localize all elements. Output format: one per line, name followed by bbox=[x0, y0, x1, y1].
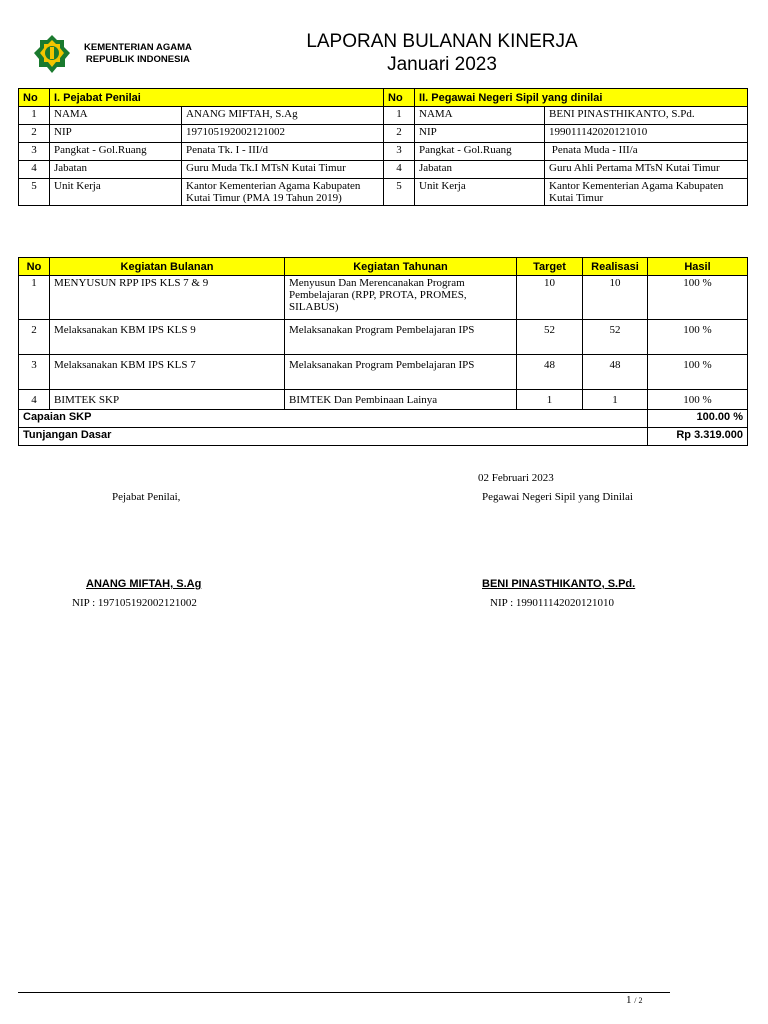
col-kegiatan-bulanan: Kegiatan Bulanan bbox=[50, 258, 285, 276]
activity-row bbox=[19, 355, 748, 390]
col-no-left: No bbox=[19, 89, 50, 107]
row-label: Pangkat - Gol.Ruang bbox=[50, 143, 182, 161]
left-value: ANANG MIFTAH, S.Ag bbox=[182, 107, 384, 125]
row-no: 1 bbox=[19, 107, 50, 125]
row-label: Unit Kerja bbox=[415, 179, 545, 206]
capaian-row bbox=[19, 410, 748, 428]
activity-row bbox=[19, 276, 748, 320]
activity-realization: 10 bbox=[583, 276, 648, 320]
activity-result: 100 % bbox=[648, 320, 748, 355]
row-label: NIP bbox=[50, 125, 182, 143]
activity-target: 1 bbox=[517, 390, 583, 410]
tunjangan-value: Rp 3.319.000 bbox=[648, 428, 748, 446]
row-no: 3 bbox=[19, 143, 50, 161]
activity-yearly: Melaksanakan Program Pembelajaran IPS bbox=[285, 320, 517, 355]
row-no: 5 bbox=[19, 179, 50, 206]
activity-monthly: MENYUSUN RPP IPS KLS 7 & 9 bbox=[50, 276, 285, 320]
row-no: 4 bbox=[19, 161, 50, 179]
row-label: Jabatan bbox=[415, 161, 545, 179]
right-signer-nip: NIP : 199011142020121010 bbox=[490, 597, 615, 609]
activity-realization: 48 bbox=[583, 355, 648, 390]
row-no: 2 bbox=[19, 125, 50, 143]
row-no: 4 bbox=[384, 161, 415, 179]
activity-target: 10 bbox=[517, 276, 583, 320]
activity-monthly: BIMTEK SKP bbox=[50, 390, 285, 410]
activity-yearly: BIMTEK Dan Pembinaan Lainya bbox=[285, 390, 517, 410]
activity-no: 3 bbox=[19, 355, 50, 390]
row-no: 1 bbox=[384, 107, 415, 125]
activity-no: 4 bbox=[19, 390, 50, 410]
capaian-value: 100.00 % bbox=[648, 410, 748, 428]
col-no-right: No bbox=[384, 89, 415, 107]
org-line-2: REPUBLIK INDONESIA bbox=[85, 54, 190, 65]
section-pegawai-dinilai: II. Pegawai Negeri Sipil yang dinilai bbox=[415, 89, 748, 107]
row-no: 5 bbox=[384, 179, 415, 206]
identity-table bbox=[18, 88, 748, 206]
right-value: Kantor Kementerian Agama Kabupaten Kutai Timur bbox=[545, 179, 748, 206]
identity-row bbox=[19, 143, 748, 161]
activity-no: 2 bbox=[19, 320, 50, 355]
right-signer-name: BENI PINASTHIKANTO, S.Pd. bbox=[482, 578, 636, 590]
activity-result: 100 % bbox=[648, 390, 748, 410]
left-value: 197105192002121002 bbox=[182, 125, 384, 143]
sign-date: 02 Februari 2023 bbox=[478, 472, 554, 484]
activity-target: 48 bbox=[517, 355, 583, 390]
row-no: 3 bbox=[384, 143, 415, 161]
page-number bbox=[626, 994, 642, 1006]
left-value: Guru Muda Tk.I MTsN Kutai Timur bbox=[182, 161, 384, 179]
row-label: NAMA bbox=[415, 107, 545, 125]
activity-result: 100 % bbox=[648, 355, 748, 390]
row-label: NIP bbox=[415, 125, 545, 143]
page-total: / 2 bbox=[634, 996, 643, 1005]
right-value: 199011142020121010 bbox=[545, 125, 748, 143]
col-no: No bbox=[19, 258, 50, 276]
activity-yearly: Melaksanakan Program Pembelajaran IPS bbox=[285, 355, 517, 390]
activity-monthly: Melaksanakan KBM IPS KLS 7 bbox=[50, 355, 285, 390]
report-title-block bbox=[0, 30, 768, 76]
tunjangan-label: Tunjangan Dasar bbox=[19, 428, 648, 446]
activity-monthly: Melaksanakan KBM IPS KLS 9 bbox=[50, 320, 285, 355]
activity-realization: 1 bbox=[583, 390, 648, 410]
activity-no: 1 bbox=[19, 276, 50, 320]
activity-realization: 52 bbox=[583, 320, 648, 355]
row-label: Unit Kerja bbox=[50, 179, 182, 206]
identity-row bbox=[19, 161, 748, 179]
row-no: 2 bbox=[384, 125, 415, 143]
left-role: Pejabat Penilai, bbox=[112, 491, 181, 503]
report-period: Januari 2023 bbox=[387, 54, 497, 75]
left-value: Penata Tk. I - III/d bbox=[182, 143, 384, 161]
org-line-1: KEMENTERIAN AGAMA bbox=[84, 42, 192, 53]
page-current: 1 bbox=[626, 994, 632, 1006]
tunjangan-row bbox=[19, 428, 748, 446]
col-target: Target bbox=[517, 258, 583, 276]
activity-result: 100 % bbox=[648, 276, 748, 320]
activities-table bbox=[18, 257, 748, 446]
right-role: Pegawai Negeri Sipil yang Dinilai bbox=[482, 491, 633, 503]
right-value: BENI PINASTHIKANTO, S.Pd. bbox=[545, 107, 748, 125]
col-realisasi: Realisasi bbox=[583, 258, 648, 276]
identity-row bbox=[19, 179, 748, 206]
left-signer-nip: NIP : 197105192002121002 bbox=[72, 597, 197, 609]
activity-row bbox=[19, 390, 748, 410]
activity-row bbox=[19, 320, 748, 355]
identity-row bbox=[19, 125, 748, 143]
row-label: Pangkat - Gol.Ruang bbox=[415, 143, 545, 161]
row-label: NAMA bbox=[50, 107, 182, 125]
right-value: Penata Muda - III/a bbox=[545, 143, 748, 161]
left-value: Kantor Kementerian Agama Kabupaten Kutai Timur (PMA 19 Tahun 2019) bbox=[182, 179, 384, 206]
row-label: Jabatan bbox=[50, 161, 182, 179]
report-title: LAPORAN BULANAN KINERJA bbox=[306, 31, 578, 52]
section-pejabat-penilai: I. Pejabat Penilai bbox=[50, 89, 384, 107]
capaian-label: Capaian SKP bbox=[19, 410, 648, 428]
activity-yearly: Menyusun Dan Merencanakan Program Pembelajaran (RPP, PROTA, PROMES, SILABUS) bbox=[285, 276, 517, 320]
right-value: Guru Ahli Pertama MTsN Kutai Timur bbox=[545, 161, 748, 179]
footer-divider bbox=[18, 992, 670, 993]
identity-row bbox=[19, 107, 748, 125]
col-kegiatan-tahunan: Kegiatan Tahunan bbox=[285, 258, 517, 276]
left-signer-name: ANANG MIFTAH, S.Ag bbox=[86, 578, 202, 590]
col-hasil: Hasil bbox=[648, 258, 748, 276]
activity-target: 52 bbox=[517, 320, 583, 355]
